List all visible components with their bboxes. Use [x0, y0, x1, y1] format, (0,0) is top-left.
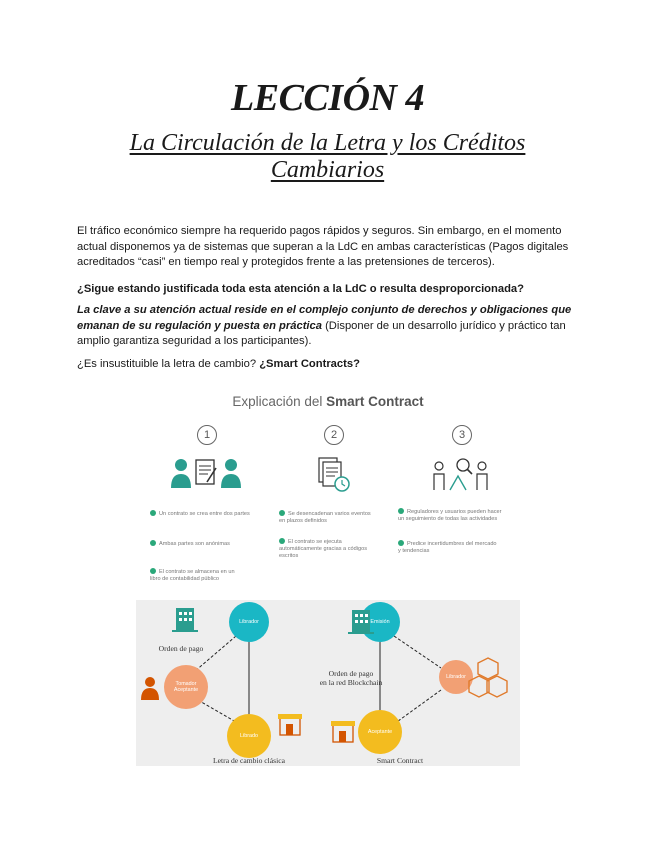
label-aceptante: Aceptante — [367, 729, 393, 735]
col2-item-2: El contrato se ejecuta automáticamente gracias a códigos escritos — [279, 539, 367, 559]
col1-item-2: Ambas partes son anónimas — [150, 540, 266, 548]
shop-icon-right — [331, 721, 355, 742]
label-librador: Librador — [239, 619, 259, 625]
blockchain-cubes-icon — [469, 658, 507, 697]
bank-building-icon — [172, 608, 198, 632]
col1-item-3: El contrato se almacena en un libro de contabilidad público — [150, 569, 235, 582]
label-tomador: Tomador Aceptante — [173, 681, 199, 693]
intro-paragraph: El tráfico económico siempre ha requerido pagos rápidos y seguros. Sin embargo, en el momento actual disponemos ya de sistemas que superan a la LdC en ambas características (Pagos digitales acreditados “casi” en tiempo real y protegidos frente a las pretensiones de terceros). — [77, 225, 569, 268]
label-librado: Librado — [240, 733, 258, 739]
bill-vs-smart-contract-diagram — [136, 600, 520, 766]
subtitle-line-2: Cambiarios — [270, 157, 385, 183]
regulators-users-icon — [432, 456, 492, 494]
infographic-title: Explicación del Smart Contract — [232, 394, 424, 409]
label-orden-pago-blockchain: Orden de pago en la red Blockchain — [319, 669, 383, 687]
key-paragraph — [77, 303, 582, 350]
label-smart-contract: Smart Contract — [376, 756, 424, 765]
question-smart-contracts — [77, 357, 582, 373]
label-orden-pago-left: Orden de pago — [158, 644, 204, 653]
col1-item-1: Un contrato se crea entre dos partes — [150, 510, 266, 518]
key-emphasis: La clave a su atención actual reside en el complejo conjunto de derechos y obligaciones que emanan de su regulación y puesta en práctica — [77, 304, 572, 332]
person-icon — [141, 677, 159, 700]
step-1-badge: 1 — [197, 425, 217, 445]
label-letra-clasica: Letra de cambio clásica — [213, 756, 285, 765]
page-title: LECCIÓN 4 — [231, 77, 424, 119]
shop-icon — [278, 714, 302, 735]
label-librador-right: Librador — [446, 674, 466, 680]
two-parties-contract-icon — [170, 456, 242, 494]
col2-item-1: Se desencadenan varios eventos en plazos definidos — [279, 511, 371, 524]
page-subtitle — [80, 130, 575, 184]
smart-contract-infographic — [136, 388, 520, 596]
subtitle-line-1: La Circulación de la Letra y los Créditos — [129, 130, 526, 156]
col3-item-1: Reguladores y usuarios pueden hacer un seguimiento de todas las actividades — [398, 509, 502, 522]
key-rest: (Disponer de un desarrollo jurídico y práctico tan amplio garantiza seguridad a los participantes). — [77, 319, 566, 347]
document-clock-icon — [316, 456, 352, 494]
question-bold: ¿Smart Contracts? — [259, 358, 360, 370]
step-3-badge: 3 — [452, 425, 472, 445]
col3-item-2: Predice incertidumbres del mercado y tendencias — [398, 541, 497, 554]
question-plain: ¿Es insustituible la letra de cambio? — [77, 358, 260, 370]
question-justification: ¿Sigue estando justificada toda esta atención a la LdC o resulta desproporcionada? — [77, 283, 524, 295]
step-2-badge: 2 — [324, 425, 344, 445]
label-emision: Emisión — [370, 619, 390, 625]
